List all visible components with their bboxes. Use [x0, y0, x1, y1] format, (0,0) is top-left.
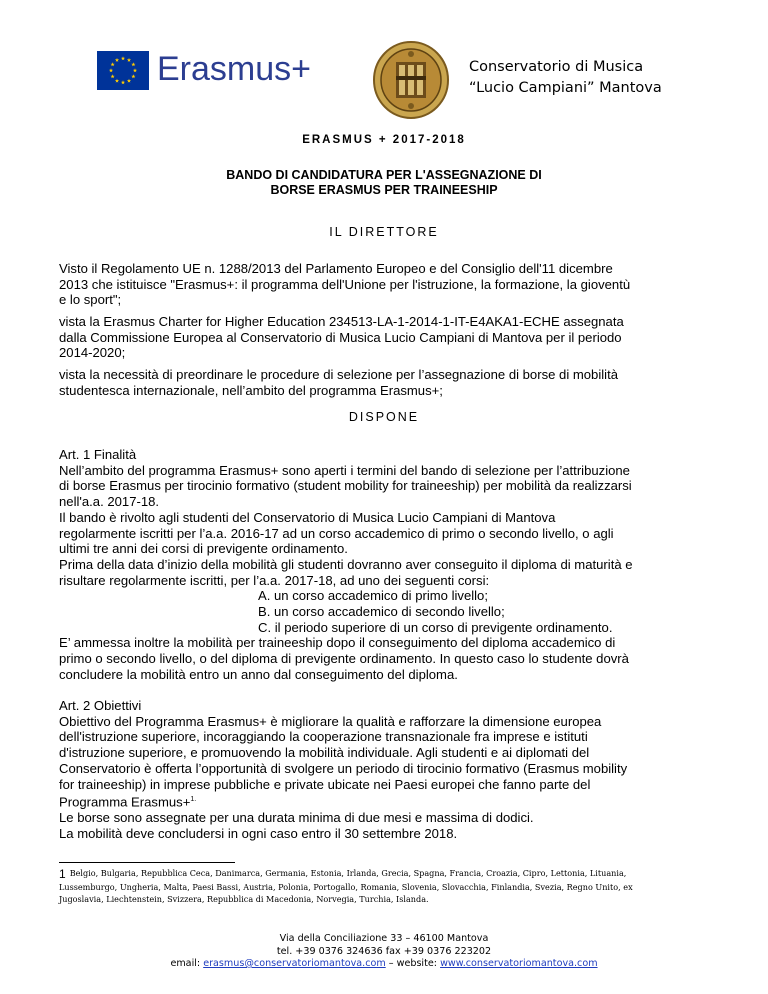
list-item: A. un corso accademico di primo livello; [258, 588, 488, 604]
conservatory-subtitle: “Lucio Campiani” Mantova [469, 80, 662, 96]
text-line: dell'istruzione superiore, incoraggiando la cooperazione transnazionale fra imprese e istituti [59, 729, 588, 745]
text-line: risultare regolarmente iscritti, per l’a.a. 2017-18, ad uno dei seguenti corsi: [59, 572, 490, 588]
dispone-heading: DISPONE [348, 410, 420, 424]
preamble-paragraph-2 [59, 314, 719, 361]
text-line: La mobilità deve concludersi in ogni caso entro il 30 settembre 2018. [59, 825, 458, 841]
footer-phone: tel. +39 0376 324636 fax +39 0376 223202 [276, 946, 492, 957]
text-line: e lo sport"; [59, 292, 122, 308]
conservatory-seal-logo [372, 40, 450, 120]
text-line: 2013 che istituisce "Erasmus+: il programma dell'Unione per l'istruzione, la formazione, la gioventù [59, 276, 631, 292]
text-line: regolarmente iscritti per l’a.a. 2016-17 ad un corso accademico di primo o secondo livello, o agli [59, 525, 614, 541]
text-line: for traineeship) in imprese pubbliche e private ubicate nei Paesi europei che fanno parte del [59, 776, 591, 792]
email-label: email: [170, 958, 204, 969]
footnote [59, 867, 719, 906]
footer-address: Via della Conciliazione 33 – 46100 Mantova [279, 933, 489, 944]
text-line: dalla Commissione Europea al Conservatorio di Musica Lucio Campiani di Mantova per il periodo [59, 329, 622, 345]
text-line: Le borse sono assegnate per una durata minima di due mesi e massima di dodici. [59, 810, 534, 826]
article-heading: Art. 2 Obiettivi [59, 698, 142, 713]
text-line: Jugoslavia, Liechtenstein, Svizzera, Repubblica di Macedonia, Norvegia, Turchia, Islanda. [59, 894, 429, 904]
text-fragment: Programma Erasmus+ [59, 794, 191, 810]
preamble-paragraph-1 [59, 261, 719, 308]
text-line: d'istruzione superiore, e promuovendo la mobilità individuale. Agli studenti e ai diplomati del [59, 745, 590, 761]
text-line: studentesca internazionale, nell’ambito del programma Erasmus+; [59, 382, 443, 398]
text-line [59, 792, 719, 810]
text-line: Il bando è rivolto agli studenti del Conservatorio di Musica Lucio Campiani di Mantova [59, 509, 556, 525]
bando-title [0, 168, 768, 198]
eu-flag-logo [97, 51, 149, 90]
bando-title-line: BANDO DI CANDIDATURA PER L'ASSEGNAZIONE DI [226, 168, 542, 182]
text-line: primo o secondo livello, o del diploma di previgente ordinamento. In questo caso lo studente dovrà [59, 651, 629, 667]
eu-stars-icon [97, 51, 149, 90]
text-line: ultimi tre anni dei corsi di previgente ordinamento. [59, 541, 348, 557]
text-line: 2014-2020; [59, 345, 126, 361]
program-title: ERASMUS + 2017-2018 [302, 134, 466, 146]
text-line: Conservatorio è offerta l’opportunità di svolgere un periodo di tirocinio formativo (Erasmus mobility [59, 760, 628, 776]
text-line: Obiettivo del Programma Erasmus+ è migliorare la qualità e rafforzare la dimensione europea [59, 713, 602, 729]
footnote-divider [59, 862, 235, 863]
article-heading: Art. 1 Finalità [59, 447, 137, 462]
conservatory-name: Conservatorio di Musica [469, 59, 644, 75]
footnote-reference: 1. [190, 796, 197, 804]
list-item: B. un corso accademico di secondo livello; [258, 604, 505, 620]
footer-contacts [0, 958, 768, 971]
email-link[interactable]: erasmus@conservatoriomantova.com [203, 958, 386, 969]
website-link[interactable]: www.conservatoriomantova.com [440, 958, 598, 969]
text-line: Prima della data d’inizio della mobilità gli studenti dovranno aver conseguito il diploma di maturità e [59, 556, 633, 572]
text-line: di borse Erasmus per tirocinio formativo (student mobility for traineeship) per mobilità da realizzarsi [59, 478, 632, 494]
text-line: Visto il Regolamento UE n. 1288/2013 del Parlamento Europeo e del Consiglio dell'11 dicembre [59, 261, 613, 276]
article-2 [59, 698, 719, 842]
footnote-number: 1 [59, 867, 66, 881]
erasmus-plus-logo-text: Erasmus+ [157, 50, 311, 88]
text-line: nell'a.a. 2017-18. [59, 494, 160, 510]
text-line: vista la Erasmus Charter for Higher Education 234513-LA-1-2014-1-IT-E4AKA1-ECHE assegnata [59, 314, 624, 329]
text-line: Lussemburgo, Ungheria, Malta, Paesi Bassi, Austria, Polonia, Portogallo, Romania, Slovenia, Slovacchia, Finlandia, Svezia, Regno Unito, ex [59, 881, 633, 892]
director-heading: IL DIRETTORE [329, 225, 439, 239]
text-line: Nell’ambito del programma Erasmus+ sono aperti i termini del bando di selezione per l’attribuzione [59, 462, 630, 478]
text-line: E’ ammessa inoltre la mobilità per traineeship dopo il conseguimento del diploma accademico di [59, 635, 616, 651]
text-fragment: Belgio, Bulgaria, Repubblica Ceca, Danimarca, Germania, Estonia, Irlanda, Grecia, Spagna, Francia, Croazia, Cipro, Lettonia, Lituania, [69, 868, 627, 878]
preamble-paragraph-3 [59, 367, 719, 398]
list-item: C. il periodo superiore di un corso di previgente ordinamento. [258, 619, 613, 635]
text-line: concludere la mobilità entro un anno dal conseguimento del diploma. [59, 666, 458, 682]
text-line: vista la necessità di preordinare le procedure di selezione per l’assegnazione di borse di mobilità [59, 367, 618, 382]
article-1 [59, 447, 719, 683]
website-label: – website: [385, 958, 441, 969]
bando-title-line: BORSE ERASMUS PER TRAINEESHIP [270, 183, 498, 197]
text-line [59, 867, 719, 881]
